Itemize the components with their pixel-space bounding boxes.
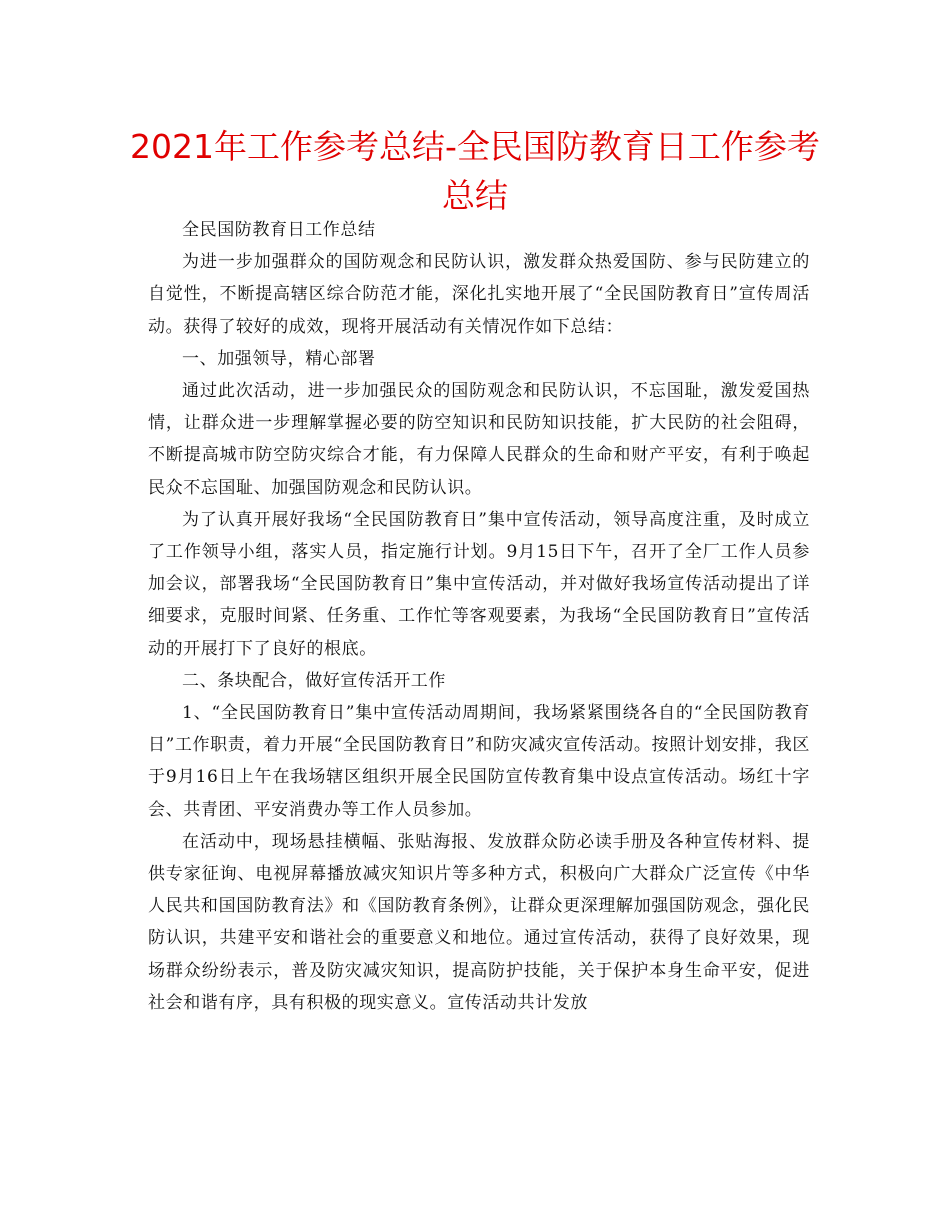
section-heading-1: 一、加强领导，精心部署 bbox=[182, 348, 376, 369]
body-paragraph: 在活动中，现场悬挂横幅、张贴海报、发放群众防必读手册及各种宣传材料、提供专家征询、电视屏幕播放减灾知识片等多种方式，积极向广大群众广泛宣传《中华人民共和国国防教育法》和《国防教育条例》，让群众更深理解加强国防观念，强化民防认识，共建平安和谐社会的重要意义和地位。通过宣传活动，获得了良好效果，现场群众纷纷表示，普及防灾减灾知识，提高防护技能，关于保护本身生命平安，促进社会和谐有序，具有积极的现实意义。宣传活动共计发放 bbox=[148, 831, 810, 1013]
body-paragraph: 1、“全民国防教育日”集中宣传活动周期间，我场紧紧围绕各自的“全民国防教育日”工作职责，着力开展“全民国防教育日”和防灾减灾宣传活动。按照计划安排，我区于9月16日上午在我场辖区组织开展全民国防宣传教育集中设点宣传活动。场红十字会、共青团、平安消费办等工作人员参加。 bbox=[148, 703, 810, 820]
subtitle-paragraph: 全民国防教育日工作总结 bbox=[182, 220, 376, 240]
body-paragraph: 为了认真开展好我场“全民国防教育日”集中宣传活动，领导高度注重，及时成立了工作领导小组，落实人员，指定施行计划。9月15日下午，召开了全厂工作人员参加会议，部署我场“全民国防教育日”集中宣传活动，并对做好我场宣传活动提出了详细要求，克服时间紧、任务重、工作忙等客观要素，为我场“全民国防教育日”宣传活动的开展打下了良好的根底。 bbox=[148, 509, 810, 659]
document-body bbox=[148, 214, 810, 1019]
intro-paragraph: 为进一步加强群众的国防观念和民防认识，激发群众热爱国防、参与民防建立的自觉性，不断提高辖区综合防范才能，深化扎实地开展了“全民国防教育日”宣传周活动。获得了较好的成效，现将开展活动有关情况作如下总结： bbox=[148, 252, 810, 337]
document-title: 2021年工作参考总结-全民国防教育日工作参考总结 bbox=[130, 127, 820, 215]
body-paragraph: 通过此次活动，进一步加强民众的国防观念和民防认识，不忘国耻，激发爱国热情，让群众进一步理解掌握必要的防空知识和民防知识技能，扩大民防的社会阻碍，不断提高城市防空防灾综合才能，有力保障人民群众的生命和财产平安，有利于唤起民众不忘国耻、加强国防观念和民防认识。 bbox=[148, 381, 810, 498]
section-heading-2: 二、条块配合，做好宣传活开工作 bbox=[182, 670, 446, 691]
